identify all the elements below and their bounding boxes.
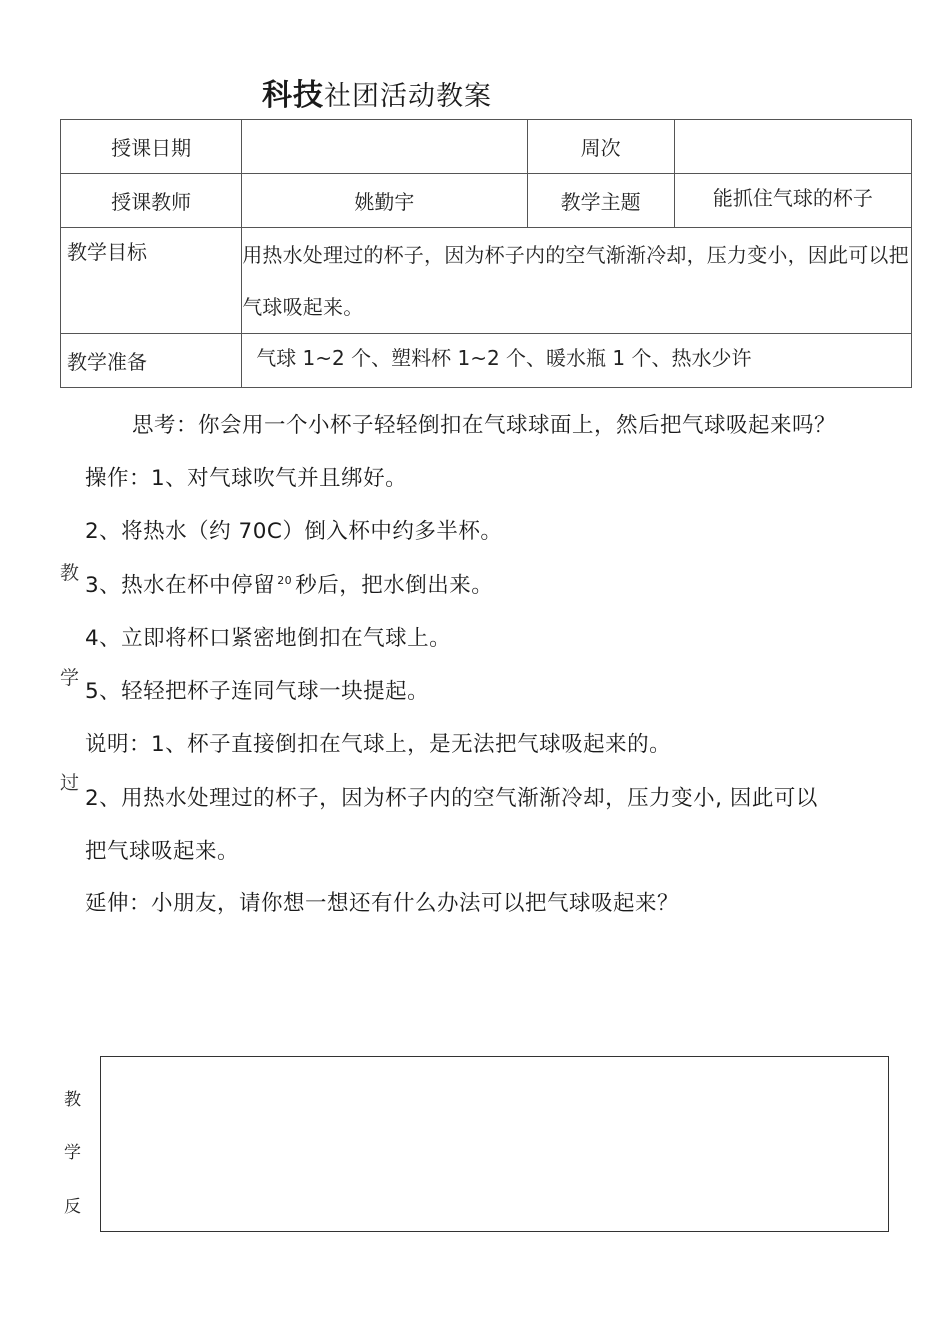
goal-label: 教学目标	[61, 228, 242, 334]
title-bold: 科技	[262, 78, 324, 113]
week-value	[674, 120, 911, 174]
side-label-3: 过	[60, 772, 80, 794]
page-title	[262, 70, 492, 114]
row-goal	[61, 228, 912, 334]
prep-value: 气球 1~2 个、塑料杯 1~2 个、暖水瓶 1 个、热水少许	[242, 334, 912, 388]
row-teacher	[61, 174, 912, 228]
goal-value: 用热水处理过的杯子，因为杯子内的空气渐渐冷却，压力变小，因此可以把气球吸起来。	[242, 228, 912, 334]
title-rest: 社团活动教案	[324, 81, 492, 112]
operation-3	[85, 568, 493, 599]
operation-3-sup: 20	[277, 573, 293, 587]
reflection-label-3: 反	[64, 1197, 81, 1217]
side-label-2: 学	[60, 667, 80, 689]
note-1: 说明：1、杯子直接倒扣在气球上，是无法把气球吸起来的。	[85, 732, 672, 757]
note-2-a: 2、用热水处理过的杯子，因为杯子内的空气渐渐冷却，压力变小, 因此可以	[85, 786, 818, 811]
week-label: 周次	[527, 120, 674, 174]
reflection-box	[100, 1056, 889, 1232]
prep-label: 教学准备	[61, 334, 242, 388]
extend-line: 延伸：小朋友，请你想一想还有什么办法可以把气球吸起来？	[85, 891, 680, 916]
theme-label: 教学主题	[527, 174, 674, 228]
theme-value: 能抓住气球的杯子	[674, 174, 911, 228]
date-value	[242, 120, 527, 174]
reflection-label-1: 教	[64, 1090, 81, 1110]
reflection-label-2: 学	[64, 1143, 81, 1163]
operation-3-b: 秒后，把水倒出来。	[295, 573, 494, 598]
info-table	[60, 119, 912, 388]
operation-5: 5、轻轻把杯子连同气球一块提起。	[85, 679, 430, 704]
operation-4: 4、立即将杯口紧密地倒扣在气球上。	[85, 626, 452, 651]
teacher-label: 授课教师	[61, 174, 242, 228]
operation-3-a: 3、热水在杯中停留	[85, 573, 276, 598]
teacher-value: 姚勤宇	[242, 174, 527, 228]
row-prep	[61, 334, 912, 388]
operation-1: 操作：1、对气球吹气并且绑好。	[85, 466, 408, 491]
note-2-b: 把气球吸起来。	[85, 839, 240, 864]
think-line: 思考：你会用一个小杯子轻轻倒扣在气球球面上，然后把气球吸起来吗？	[132, 413, 837, 438]
operation-2: 2、将热水（约 70C）倒入杯中约多半杯。	[85, 519, 503, 544]
row-date	[61, 120, 912, 174]
date-label: 授课日期	[61, 120, 242, 174]
side-label-1: 教	[60, 562, 80, 584]
